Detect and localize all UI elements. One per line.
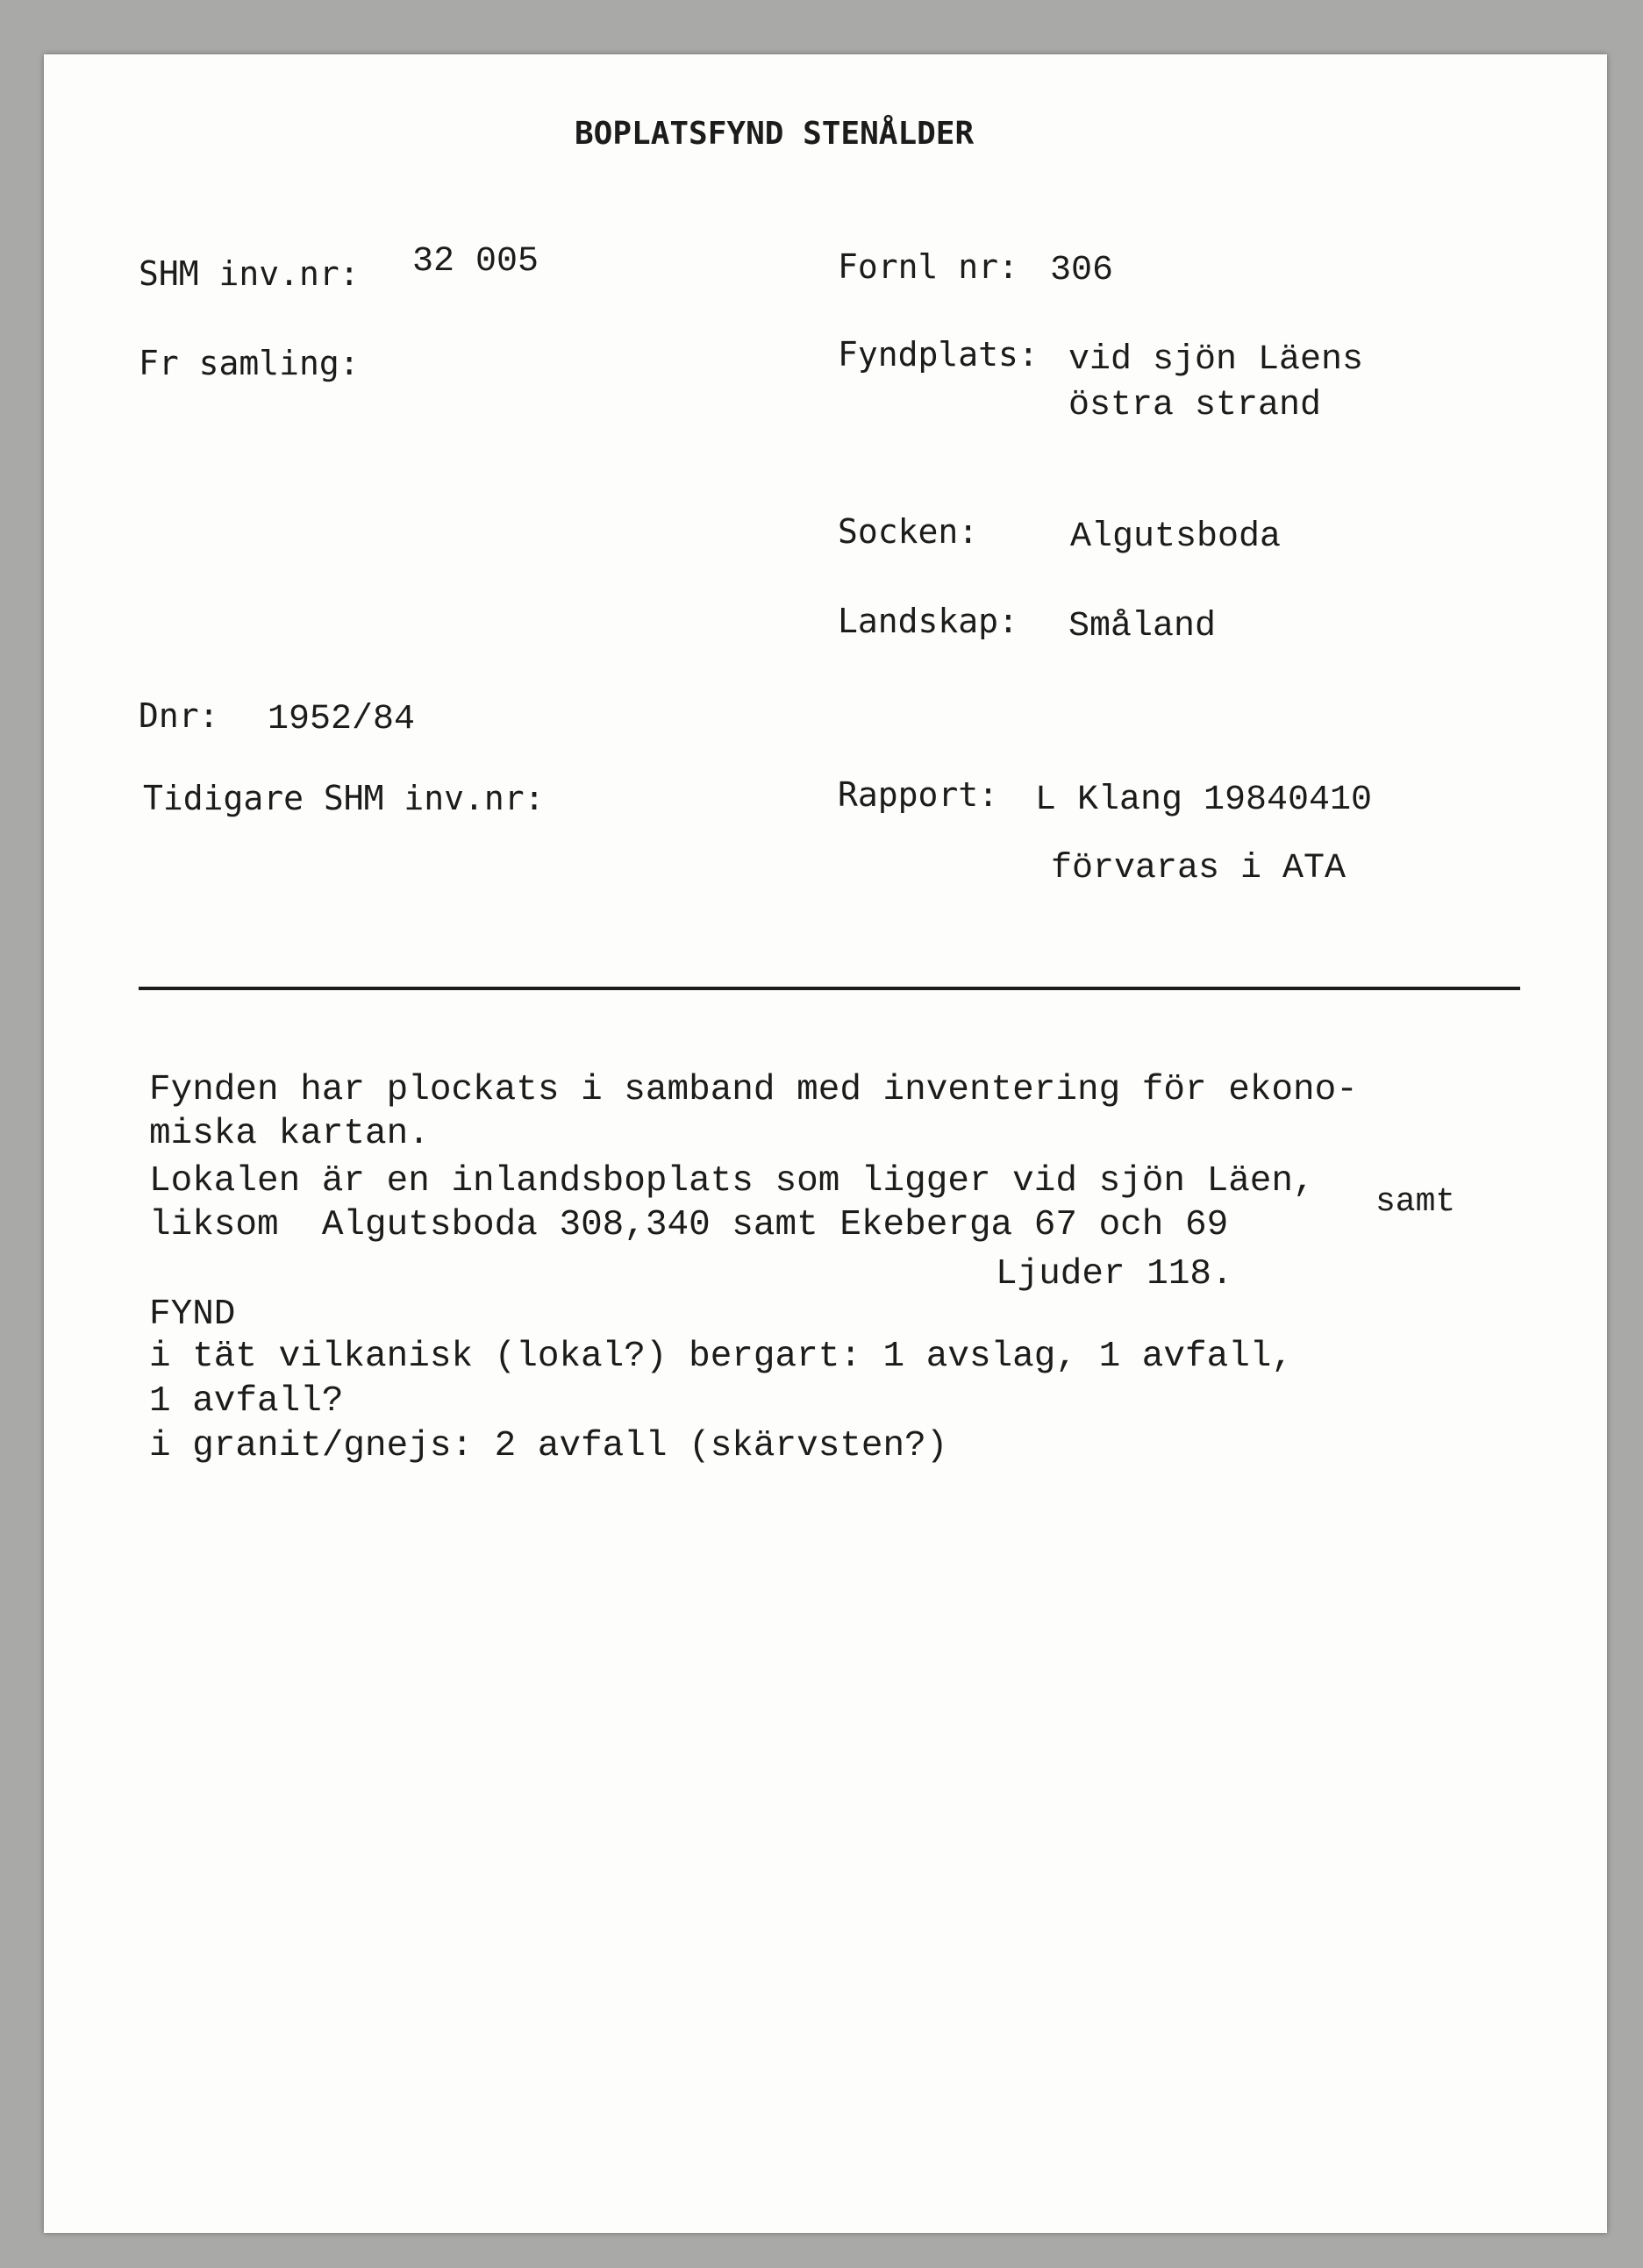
horizontal-rule [139, 987, 1520, 990]
dnr-label: Dnr: [139, 696, 219, 735]
body-line-3: Lokalen är en inlandsboplats som ligger vid sjön Läen, [149, 1161, 1315, 1202]
tidigare-shm-inv-label: Tidigare SHM inv.nr: [143, 779, 545, 817]
fr-samling-label: Fr samling: [139, 344, 360, 382]
document-title: BOPLATSFYND STENÅLDER [575, 116, 975, 152]
rapport-line1: L Klang 19840410 [1035, 781, 1373, 820]
fyndplats-label: Fyndplats: [838, 335, 1039, 374]
fynd-heading: FYND [149, 1294, 236, 1335]
body-line-1: Fynden har plockats i samband med inventering för ekono- [149, 1070, 1358, 1110]
body-line-4: liksom Algutsboda 308,340 samt Ekeberga 67 och 69 [149, 1205, 1229, 1245]
body-line-2: miska kartan. [149, 1114, 430, 1154]
rapport-label: Rapport: [838, 775, 999, 814]
shm-inv-label: SHM inv.nr: [139, 254, 360, 293]
rapport-line2: förvaras i ATA [1051, 849, 1347, 888]
fyndplats-line2: östra strand [1068, 386, 1322, 425]
body-line-7: 1 avfall? [149, 1381, 344, 1422]
socken-value: Algutsboda [1070, 517, 1282, 557]
socken-label: Socken: [838, 512, 979, 551]
dnr-value: 1952/84 [268, 700, 416, 739]
landskap-value: Småland [1068, 607, 1217, 646]
fyndplats-line1: vid sjön Läens [1068, 340, 1364, 380]
fornl-nr-label: Fornl nr: [838, 247, 1018, 286]
body-line-6: i tät vilkanisk (lokal?) bergart: 1 avslag, 1 avfall, [149, 1337, 1294, 1377]
body-insert-samt: samt [1375, 1183, 1456, 1221]
shm-inv-value: 32 005 [412, 242, 539, 282]
fornl-nr-value: 306 [1050, 251, 1114, 290]
landskap-label: Landskap: [838, 602, 1018, 640]
body-line-5: Ljuder 118. [996, 1254, 1233, 1294]
body-line-8: i granit/gnejs: 2 avfall (skärvsten?) [149, 1426, 948, 1466]
